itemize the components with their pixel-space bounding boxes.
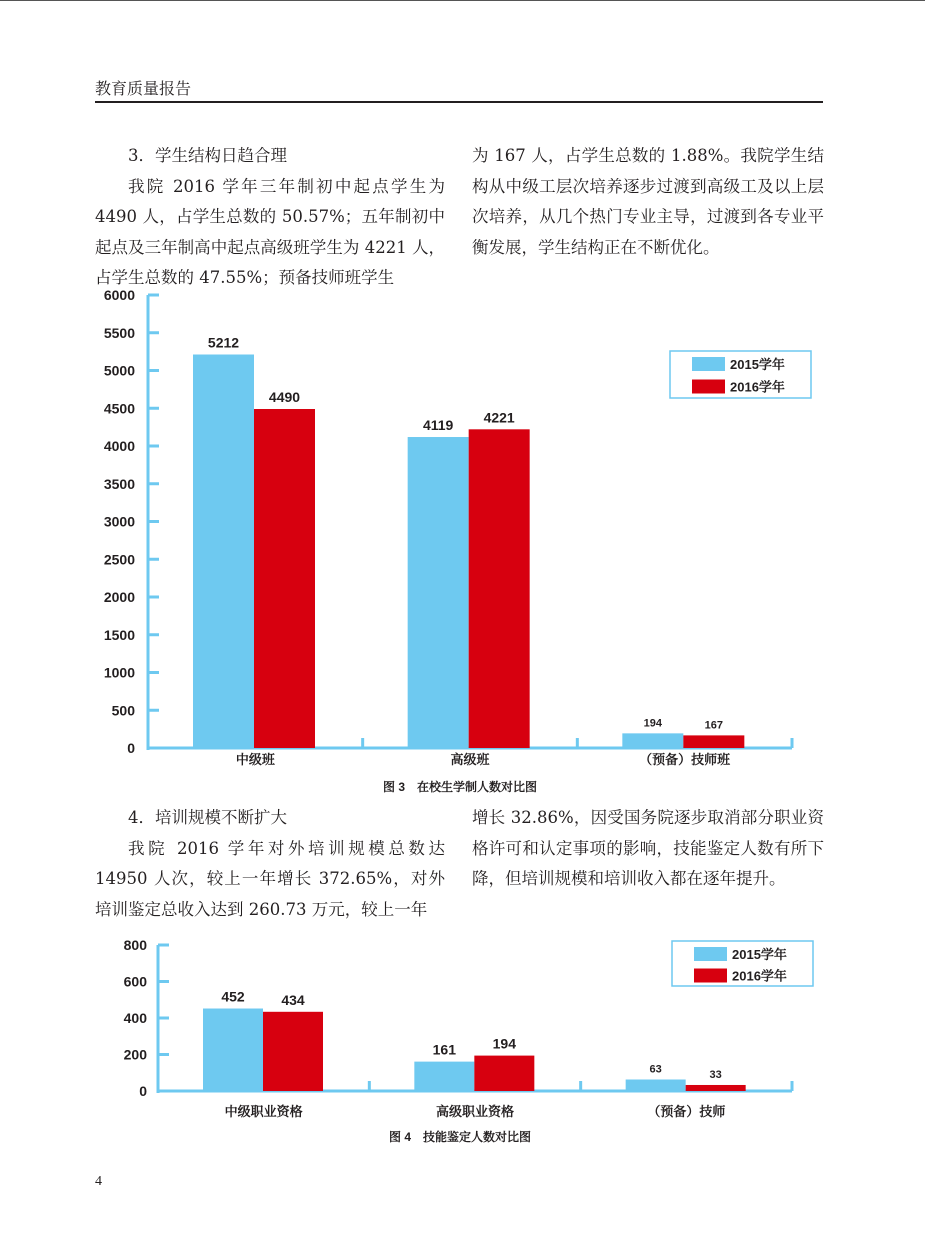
chart2-bar-value-label: 33	[709, 1068, 722, 1081]
chart2-y-tick-label: 600	[123, 973, 147, 990]
chart1-y-tick-label: 1500	[103, 626, 135, 643]
chart1-bar-value-label: 4221	[483, 409, 515, 426]
chart2-y-tick-label: 0	[139, 1083, 147, 1099]
chart1-y-tick-label: 0	[127, 740, 135, 756]
chart1-bar-value-label: 194	[643, 717, 663, 730]
chart2-bar-value-label: 452	[221, 988, 245, 1005]
chart1-bar-value-label: 4119	[422, 417, 454, 434]
section4-heading: 4．培训规模不断扩大	[128, 808, 287, 827]
chart1-bar-value-label: 167	[704, 719, 724, 732]
page-number: 4	[95, 1174, 102, 1189]
chart1-caption: 图 3 在校生学制人数对比图	[382, 780, 538, 794]
chart2-legend-label: 2016学年	[732, 968, 787, 984]
section4-paragraph-left: 我院 2016 学年对外培训规模总数达 14950 人次，较上一年增长 372.65%，对外培训鉴定总收入达到 260.73 万元，较上一年	[95, 838, 445, 919]
chart2-legend-swatch	[694, 947, 727, 961]
chart1-legend-label: 2016学年	[730, 379, 785, 395]
chart1-y-tick-label: 4000	[103, 438, 135, 454]
chart1-y-tick-label: 2500	[103, 551, 135, 568]
chart1-y-tick-label: 1000	[103, 664, 135, 681]
chart2-y-tick-label: 800	[123, 937, 147, 953]
chart1-bar-value-label: 4490	[268, 389, 301, 406]
section3-heading: 3．学生结构日趋合理	[128, 146, 287, 165]
chart1-y-tick-label: 5000	[103, 362, 135, 379]
chart2-bar-2016	[686, 1085, 746, 1091]
chart2-y-tick-label: 400	[123, 1010, 147, 1026]
chart2-bar-value-label: 194	[492, 1035, 517, 1052]
chart2-legend-label: 2015学年	[732, 947, 787, 962]
chart1-category-label: （预备）技师班	[639, 752, 731, 767]
chart2-y-tick-label: 200	[123, 1046, 147, 1063]
chart1-category-label: 高级班	[450, 752, 490, 767]
section3-paragraph-left: 我院 2016 学年三年制初中起点学生为 4490 人，占学生总数的 50.57%；五年制初中起点及三年制高中起点高级班学生为 4221 人，占学生总数的 47.55%；预备技师班学生	[95, 176, 445, 287]
chart1-y-tick-label: 4500	[103, 400, 135, 417]
running-header: 教育质量报告	[95, 79, 192, 98]
chart2-bar-value-label: 161	[432, 1041, 457, 1058]
chart1-legend-label: 2015学年	[730, 357, 785, 372]
chart1-bar-value-label: 5212	[207, 334, 240, 351]
chart2-bar-2015	[414, 1062, 474, 1091]
chart1-y-tick-label: 500	[111, 702, 135, 719]
chart2-bar-2016	[474, 1056, 534, 1091]
chart2-category-label: 中级职业资格	[224, 1104, 303, 1119]
chart2-legend-swatch	[694, 969, 727, 983]
chart2-bar-value-label: 434	[281, 991, 305, 1008]
chart1-y-tick-label: 2000	[103, 589, 135, 605]
chart2-bar-2015	[626, 1080, 686, 1091]
chart2-bar-value-label: 63	[649, 1063, 662, 1076]
chart1-y-tick-label: 3000	[103, 513, 135, 530]
chart2-bar-2016	[263, 1012, 323, 1091]
chart2-category-label: （预备）技师	[647, 1104, 726, 1119]
section3-paragraph-right: 为 167 人，占学生总数的 1.88%。我院学生结构从中级工层次培养逐步过渡到高级工及以上层次培养，从几个热门专业主导，过渡到各专业平衡发展，学生结构正在不断优化。	[472, 146, 824, 257]
chart2-caption: 图 4 技能鉴定人数对比图	[388, 1130, 532, 1144]
chart2-bar-2015	[203, 1009, 263, 1091]
chart1-y-tick-label: 6000	[103, 287, 135, 303]
chart1-category-label: 中级班	[235, 752, 275, 767]
chart2-category-label: 高级职业资格	[435, 1104, 515, 1119]
section4-paragraph-right: 增长 32.86%，因受国务院逐步取消部分职业资格许可和认定事项的影响，技能鉴定人数有所下降，但培训规模和培训收入都在逐年提升。	[472, 808, 824, 888]
chart1-y-tick-label: 5500	[103, 324, 135, 341]
chart1-y-tick-label: 3500	[103, 475, 135, 492]
